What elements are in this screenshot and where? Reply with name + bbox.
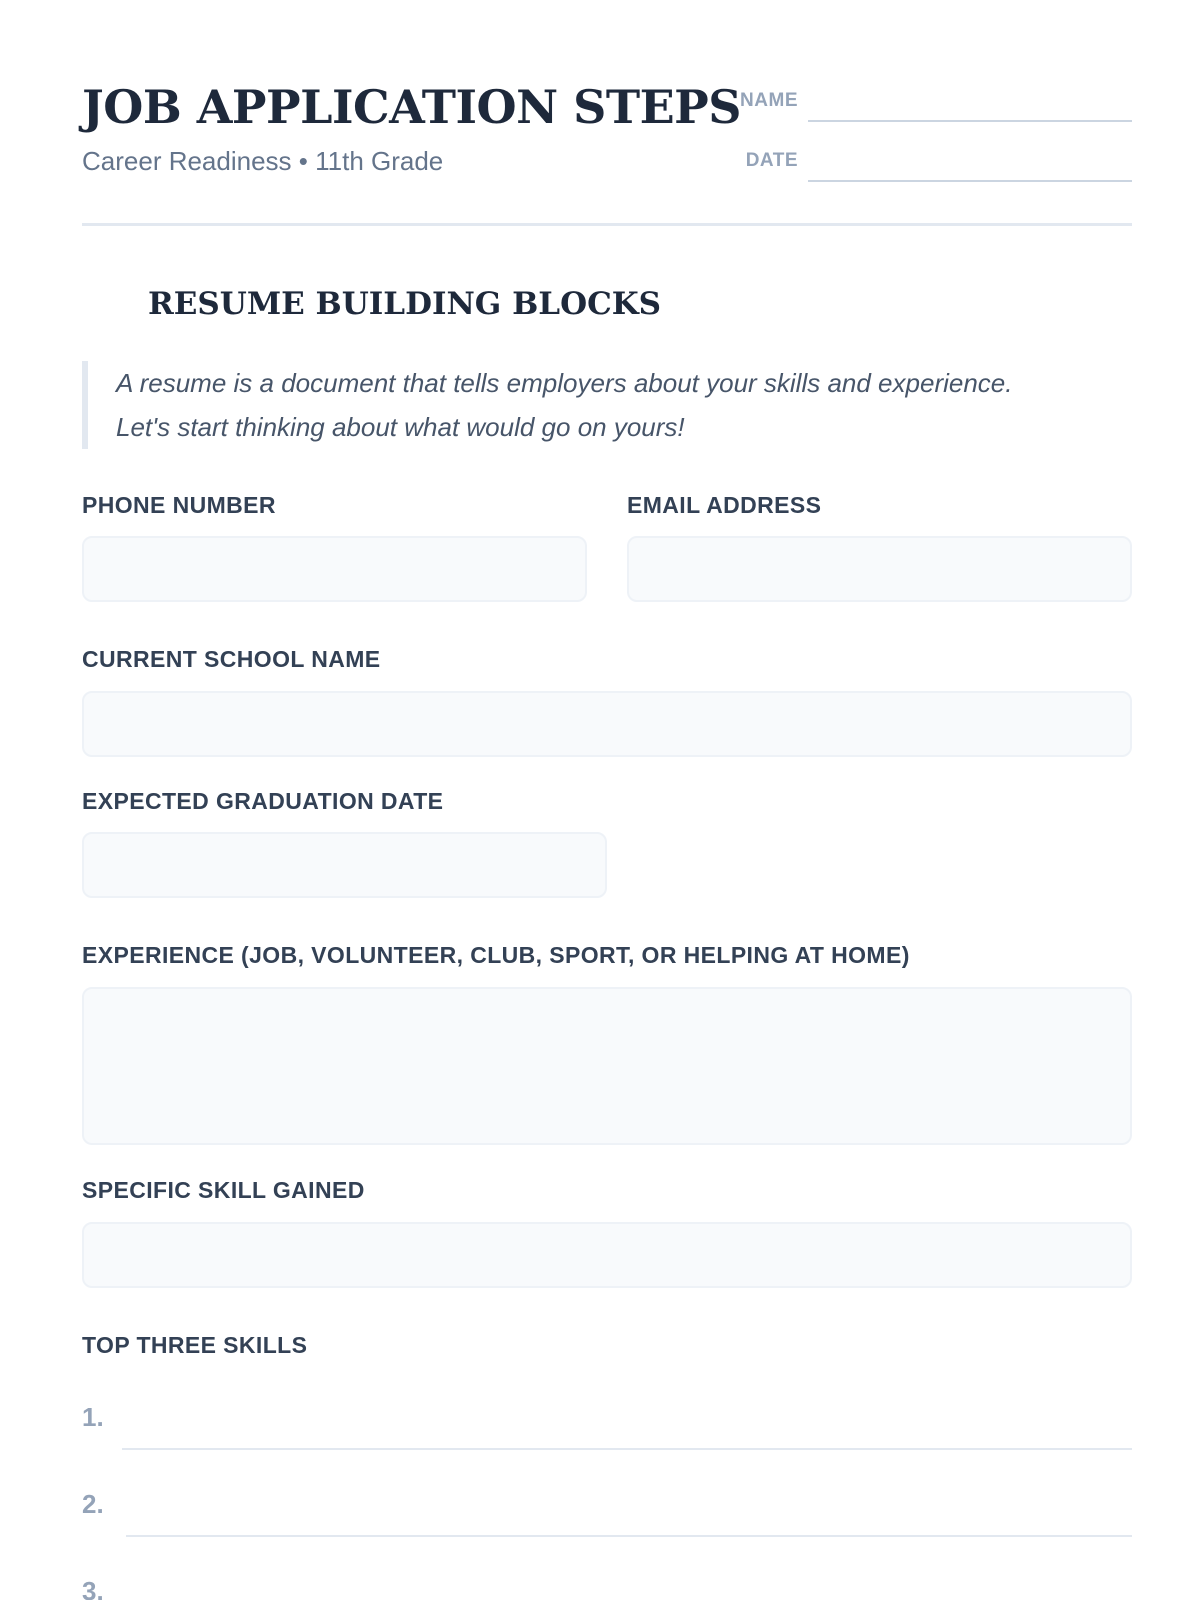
name-input[interactable] — [808, 82, 1132, 122]
page-title: JOB APPLICATION STEPS — [82, 80, 741, 134]
skill-number-1: 1. — [82, 1402, 104, 1432]
phone-label: PHONE NUMBER — [82, 492, 276, 518]
date-row — [722, 142, 1132, 182]
skill-gained-label: SPECIFIC SKILL GAINED — [82, 1177, 365, 1203]
name-row — [722, 82, 1132, 122]
intro-quote — [82, 361, 1132, 449]
school-input[interactable] — [82, 691, 1132, 757]
skill-number-2: 2. — [82, 1489, 104, 1519]
skill-gained-input[interactable] — [82, 1222, 1132, 1288]
page-subtitle: Career Readiness • 11th Grade — [82, 146, 444, 176]
school-label: CURRENT SCHOOL NAME — [82, 646, 381, 672]
worksheet-header — [82, 0, 1132, 226]
experience-label: EXPERIENCE (JOB, VOLUNTEER, CLUB, SPORT, OR HELPING AT HOME) — [82, 942, 910, 968]
skill-number-3: 3. — [82, 1576, 104, 1600]
graduation-input[interactable] — [82, 832, 607, 898]
skill-input-1[interactable] — [122, 1410, 1132, 1450]
intro-line-2: Let's start thinking about what would go on yours! — [116, 412, 685, 442]
skill-input-2[interactable] — [126, 1497, 1132, 1537]
graduation-label: EXPECTED GRADUATION DATE — [82, 788, 444, 814]
date-input[interactable] — [808, 142, 1132, 182]
name-label: NAME — [740, 90, 798, 111]
worksheet-page — [82, 0, 1132, 1600]
email-input[interactable] — [627, 536, 1132, 602]
experience-textarea[interactable] — [82, 987, 1132, 1145]
intro-line-1: A resume is a document that tells employers about your skills and experience. — [116, 368, 1013, 398]
phone-input[interactable] — [82, 536, 587, 602]
date-label: DATE — [745, 150, 798, 171]
top-skills-label: TOP THREE SKILLS — [82, 1332, 308, 1358]
section-title: RESUME BUILDING BLOCKS — [148, 286, 662, 322]
email-label: EMAIL ADDRESS — [627, 492, 822, 518]
